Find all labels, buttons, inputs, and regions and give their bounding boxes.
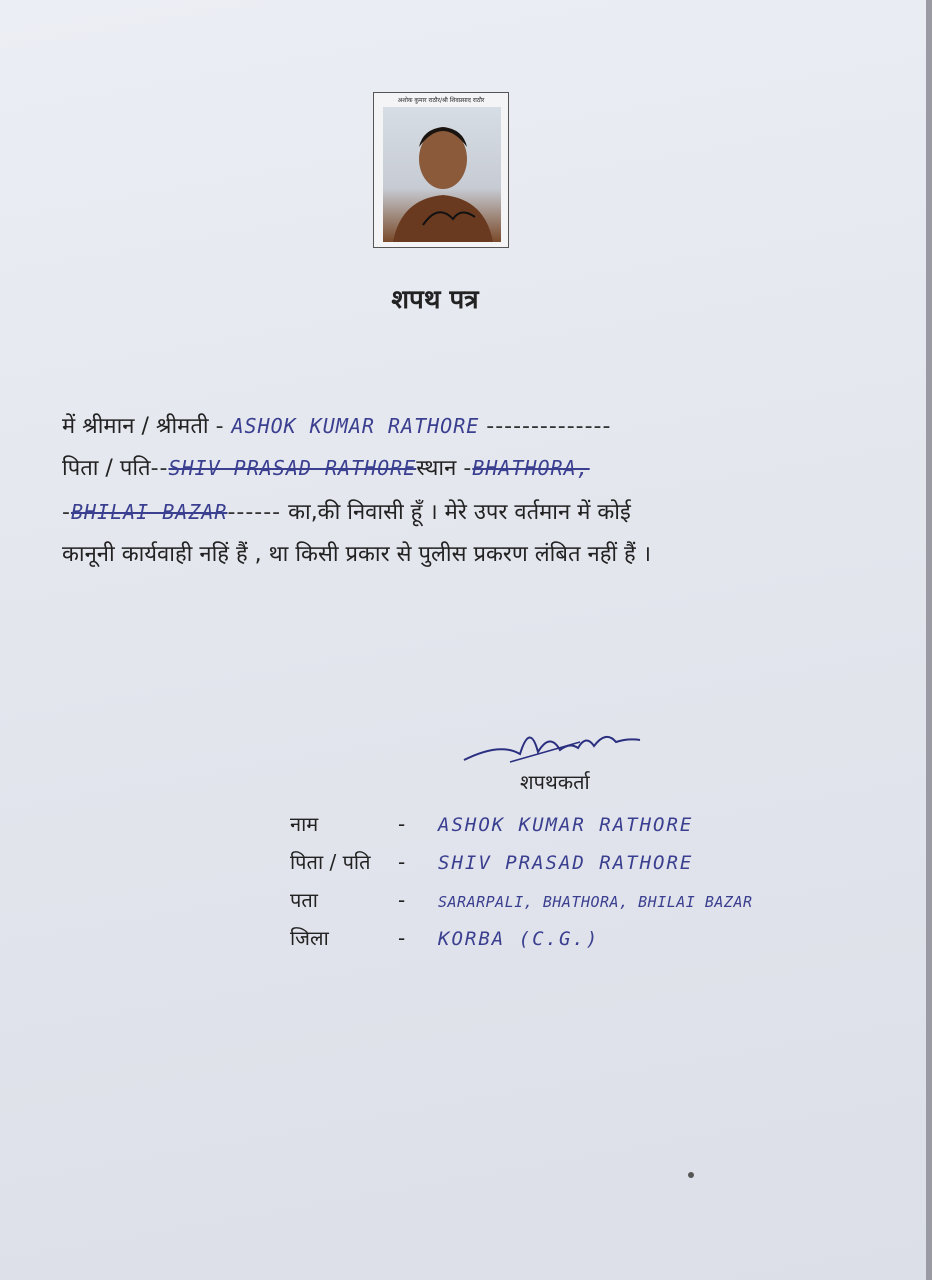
detail-label: पता — [290, 888, 318, 912]
detail-row-name: नाम - ASHOK KUMAR RATHORE — [290, 812, 694, 836]
deponent-name: ASHOK KUMAR RATHORE — [231, 414, 480, 438]
detail-label: जिला — [290, 926, 329, 950]
detail-row-district: जिला - KORBA (C.G.) — [290, 926, 600, 950]
ink-dot — [688, 1172, 694, 1178]
detail-value: KORBA (C.G.) — [438, 928, 600, 950]
place-part-2: BHILAI BAZAR — [70, 500, 228, 524]
detail-label: नाम — [290, 812, 319, 836]
photo-caption: अशोक कुमार राठौर/श्री शिवप्रसाद राठौर — [397, 97, 485, 104]
body-line-1: में श्रीमान / श्रीमती - ASHOK KUMAR RATHORE -------------- — [62, 414, 612, 439]
photo-portrait — [383, 107, 501, 242]
document-title: शपथ पत्र — [391, 285, 479, 315]
detail-row-father: पिता / पति - SHIV PRASAD RATHORE — [290, 850, 694, 874]
place-part-1: BHATHORA, — [472, 456, 590, 480]
line2-prefix: पिता / पति — [62, 456, 151, 481]
deponent-signature — [460, 712, 650, 772]
body-line-3: -BHILAI BAZAR------ का,की निवासी हूँ । मेरे उपर वर्तमान में कोई — [62, 500, 631, 525]
portrait-illustration — [383, 107, 501, 242]
line3-suffix: का,की निवासी हूँ । मेरे उपर वर्तमान में कोई — [288, 500, 631, 525]
body-line-4: कानूनी कार्यवाही नहिं हैं , था किसी प्रकार से पुलीस प्रकरण लंबित नहीं हैं । — [62, 542, 652, 567]
signatory-label: शपथकर्ता — [520, 770, 590, 794]
detail-value: SARARPALI, BHATHORA, BHILAI BAZAR — [438, 893, 753, 911]
line1-prefix: में श्रीमान / श्रीमती — [62, 414, 209, 439]
passport-photo — [373, 92, 509, 248]
detail-value: ASHOK KUMAR RATHORE — [438, 814, 694, 836]
detail-value: SHIV PRASAD RATHORE — [438, 852, 694, 874]
detail-label: पिता / पति — [290, 850, 371, 874]
body-line-2: पिता / पति--SHIV PRASAD RATHOREस्थान -BHATHORA, — [62, 456, 590, 481]
detail-row-address: पता - SARARPALI, BHATHORA, BHILAI BAZAR — [290, 888, 753, 912]
father-name: SHIV PRASAD RATHORE — [168, 456, 417, 480]
paper-edge — [926, 0, 932, 1280]
place-label: स्थान — [416, 456, 457, 481]
